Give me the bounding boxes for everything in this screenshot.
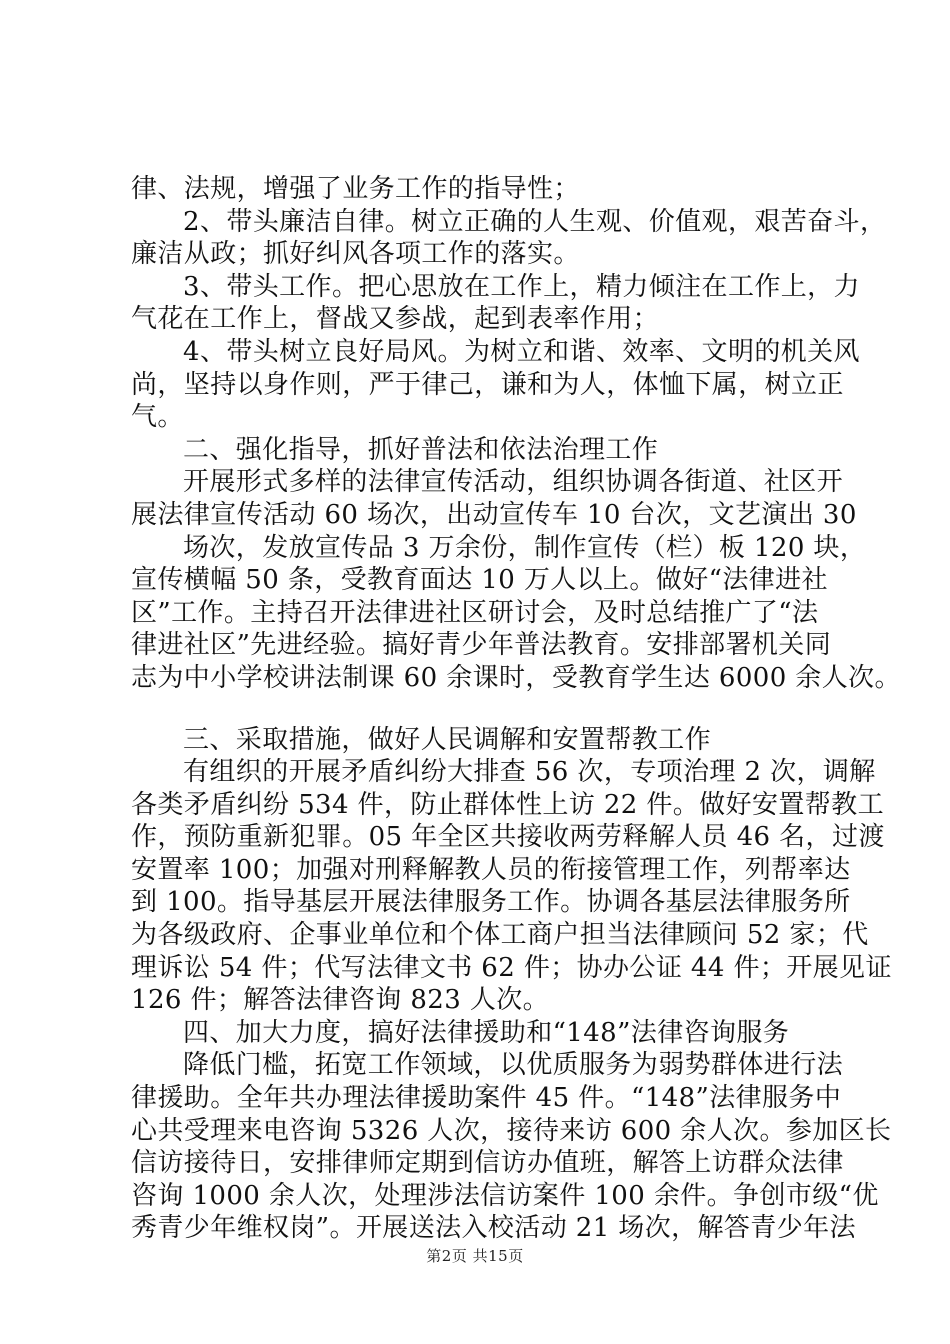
paragraph-gap <box>131 695 861 724</box>
text-line: 为各级政府、企事业单位和个体工商户担当法律顾问 52 家；代 <box>131 920 869 951</box>
text-line: 理诉讼 54 件；代写法律文书 62 件；协办公证 44 件；开展见证 <box>131 952 892 983</box>
text-line: 秀青少年维权岗”。开展送法入校活动 21 场次，解答青少年法 <box>131 1213 856 1244</box>
text-line: 律进社区”先进经验。搞好青少年普法教育。安排部署机关同 <box>131 630 832 661</box>
text-line: 126 件；解答法律咨询 823 人次。 <box>131 985 550 1016</box>
text-line: 四、加大力度，搞好法律援助和“148”法律咨询服务 <box>183 1017 790 1048</box>
text-line: 咨询 1000 余人次，处理涉法信访案件 100 余件。争创市级“优 <box>131 1180 879 1211</box>
text-line: 廉洁从政；抓好纠风各项工作的落实。 <box>131 239 580 270</box>
text-line: 宣传横幅 50 条，受教育面达 10 万人以上。做好“法律进社 <box>131 565 828 596</box>
page-number-label: 第2页 共15页 <box>426 1247 524 1265</box>
text-line: 信访接待日，安排律师定期到信访办值班，解答上访群众法律 <box>131 1148 844 1179</box>
text-line: 区”工作。主持召开法律进社区研讨会，及时总结推广了“法 <box>131 597 819 628</box>
document-body <box>131 173 901 1245</box>
text-line: 到 100。指导基层开展法律服务工作。协调各基层法律服务所 <box>131 887 851 918</box>
text-line: 场次，发放宣传品 3 万余份，制作宣传（栏）板 120 块， <box>183 532 867 563</box>
text-line: 安置率 100；加强对刑释解教人员的衔接管理工作，列帮率达 <box>131 854 851 885</box>
text-line: 二、强化指导，抓好普法和依法治理工作 <box>183 434 659 465</box>
text-line: 降低门槛，拓宽工作领域，以优质服务为弱势群体进行法 <box>183 1050 844 1081</box>
text-line: 志为中小学校讲法制课 60 余课时，受教育学生达 6000 余人次。 <box>131 662 901 693</box>
text-line: 2、带头廉洁自律。树立正确的人生观、价值观，艰苦奋斗， <box>183 206 887 237</box>
text-line: 气花在工作上，督战又参战，起到表率作用； <box>131 304 660 335</box>
text-line: 各类矛盾纠纷 534 件，防止群体性上访 22 件。做好安置帮教工 <box>131 789 884 820</box>
text-line: 律、法规，增强了业务工作的指导性； <box>131 174 580 204</box>
text-line: 3、带头工作。把心思放在工作上，精力倾注在工作上，力 <box>183 271 860 302</box>
text-line: 开展形式多样的法律宣传活动，组织协调各街道、社区开 <box>183 467 844 498</box>
text-line: 展法律宣传活动 60 场次，出动宣传车 10 台次，文艺演出 30 <box>131 499 857 530</box>
text-line: 有组织的开展矛盾纠纷大排查 56 次，专项治理 2 次，调解 <box>183 757 876 788</box>
text-line: 心共受理来电咨询 5326 人次，接待来访 600 余人次。参加区长 <box>131 1115 892 1146</box>
text-line: 作，预防重新犯罪。05 年全区共接收两劳释解人员 46 名，过渡 <box>131 822 885 853</box>
text-line: 气。 <box>131 402 184 433</box>
page-footer <box>0 1245 950 1266</box>
text-line: 尚，坚持以身作则，严于律己，谦和为人，体恤下属，树立正 <box>131 369 844 400</box>
text-line: 三、采取措施，做好人民调解和安置帮教工作 <box>183 724 712 755</box>
text-line: 律援助。全年共办理法律援助案件 45 件。“148”法律服务中 <box>131 1083 842 1114</box>
text-line: 4、带头树立良好局风。为树立和谐、效率、文明的机关风 <box>183 336 860 367</box>
